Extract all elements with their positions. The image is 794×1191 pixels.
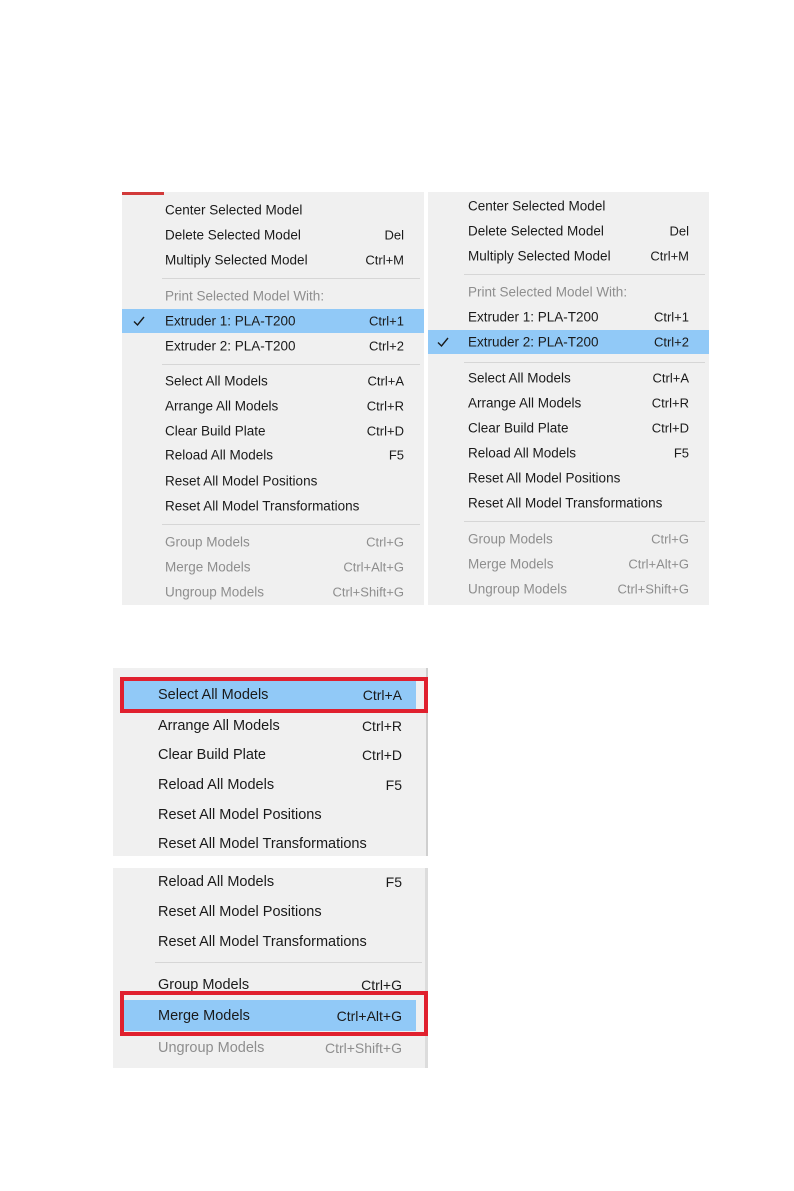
- menu-item-label: Reset All Model Transformations: [158, 934, 367, 950]
- menu-item-label: Group Models: [158, 977, 250, 993]
- menu-item-label: Extruder 1: PLA-T200: [165, 313, 296, 329]
- menu-item-shortcut: Ctrl+G: [651, 531, 689, 547]
- menu-item-ungroup-models[interactable]: [122, 580, 424, 604]
- menu-item-label: Reset All Model Transformations: [165, 498, 360, 514]
- menu-item-shortcut: Ctrl+Alt+G: [628, 556, 689, 572]
- menu-item-label: Reload All Models: [158, 777, 275, 793]
- menu-item-extruder-1[interactable]: [428, 305, 709, 329]
- menu-item-reload-all-models[interactable]: [113, 771, 428, 799]
- menu-item-label: Multiply Selected Model: [468, 248, 611, 264]
- menu-item-multiply-selected-model[interactable]: [428, 244, 709, 268]
- context-menu-extruder-1: [122, 192, 424, 605]
- menu-section-header: [122, 284, 424, 308]
- menu-item-merge-models[interactable]: [122, 555, 424, 579]
- menu-item-ungroup-models[interactable]: [428, 577, 709, 601]
- menu-item-shortcut: Ctrl+D: [361, 747, 402, 763]
- context-menu-merge-callout: [113, 868, 428, 1068]
- menu-item-label: Select All Models: [158, 687, 269, 703]
- menu-item-shortcut: Ctrl+A: [362, 687, 402, 703]
- menu-item-label: Arrange All Models: [468, 395, 582, 411]
- menu-item-group-models[interactable]: [428, 527, 709, 551]
- menu-separator: [162, 524, 420, 525]
- menu-item-label: Ungroup Models: [468, 581, 568, 597]
- menu-item-clear-build-plate[interactable]: [113, 741, 428, 769]
- menu-item-label: Group Models: [165, 534, 250, 550]
- menu-item-delete-selected-model[interactable]: [122, 223, 424, 247]
- menu-item-group-models[interactable]: [122, 530, 424, 554]
- menu-item-label: Arrange All Models: [158, 718, 280, 734]
- context-menu-extruder-2: [428, 192, 709, 605]
- menu-item-shortcut: Ctrl+A: [367, 373, 404, 389]
- menu-item-reset-all-model-transformations[interactable]: [113, 928, 428, 956]
- section-header-label: Print Selected Model With:: [165, 288, 325, 304]
- window-edge-accent: [122, 192, 164, 195]
- menu-item-label: Multiply Selected Model: [165, 252, 308, 268]
- menu-item-label: Reload All Models: [165, 447, 274, 463]
- menu-item-label: Group Models: [468, 531, 553, 547]
- menu-item-reset-all-model-positions[interactable]: [113, 801, 428, 829]
- menu-item-shortcut: Ctrl+G: [361, 977, 402, 993]
- menu-item-label: Clear Build Plate: [158, 747, 266, 763]
- menu-item-label: Merge Models: [468, 556, 554, 572]
- menu-item-shortcut: Ctrl+D: [651, 420, 689, 436]
- menu-item-label: Ungroup Models: [165, 584, 265, 600]
- menu-item-label: Ungroup Models: [158, 1040, 265, 1056]
- menu-item-multiply-selected-model[interactable]: [122, 248, 424, 272]
- menu-item-reset-all-model-transformations[interactable]: [428, 491, 709, 515]
- menu-item-extruder-2[interactable]: [122, 334, 424, 358]
- menu-item-arrange-all-models[interactable]: [113, 712, 428, 740]
- menu-item-shortcut: F5: [673, 445, 689, 461]
- menu-section-header: [428, 280, 709, 304]
- highlight-callout-box: [120, 677, 428, 713]
- menu-item-label: Reset All Model Positions: [158, 807, 322, 823]
- menu-item-label: Clear Build Plate: [165, 423, 266, 439]
- menu-item-shortcut: Ctrl+D: [366, 423, 404, 439]
- menu-item-shortcut: Ctrl+M: [365, 252, 404, 268]
- menu-item-label: Reset All Model Positions: [468, 470, 621, 486]
- menu-item-extruder-2[interactable]: [428, 330, 709, 354]
- menu-item-label: Merge Models: [158, 1007, 250, 1024]
- menu-item-reset-all-model-positions[interactable]: [113, 898, 428, 926]
- menu-item-label: Reload All Models: [468, 445, 577, 461]
- menu-item-shortcut: Ctrl+1: [368, 313, 404, 329]
- menu-item-shortcut: Del: [384, 227, 404, 243]
- menu-item-reset-all-model-transformations[interactable]: [122, 494, 424, 518]
- menu-item-shortcut: F5: [385, 777, 402, 793]
- menu-item-reload-all-models[interactable]: [428, 441, 709, 465]
- menu-separator: [162, 278, 420, 279]
- checkmark-icon: [436, 335, 450, 349]
- menu-item-label: Delete Selected Model: [165, 227, 301, 243]
- menu-item-label: Delete Selected Model: [468, 223, 604, 239]
- menu-item-shortcut: Ctrl+2: [653, 334, 689, 350]
- menu-separator: [464, 274, 705, 275]
- menu-item-shortcut: Ctrl+Shift+G: [617, 581, 689, 597]
- checkmark-icon: [132, 314, 146, 328]
- menu-separator: [155, 962, 422, 963]
- menu-item-extruder-1[interactable]: [122, 309, 424, 333]
- menu-item-label: Extruder 2: PLA-T200: [468, 334, 599, 350]
- menu-item-shortcut: F5: [385, 874, 402, 890]
- menu-item-shortcut: Ctrl+G: [366, 534, 404, 550]
- menu-item-shortcut: Ctrl+M: [650, 248, 689, 264]
- menu-item-reset-all-model-positions[interactable]: [428, 466, 709, 490]
- menu-item-label: Extruder 2: PLA-T200: [165, 338, 296, 354]
- highlight-callout-box: [120, 991, 428, 1036]
- menu-item-ungroup-models[interactable]: [113, 1034, 428, 1062]
- menu-separator: [464, 362, 705, 363]
- menu-item-label: Select All Models: [468, 370, 571, 386]
- menu-item-reset-all-model-transformations[interactable]: [113, 831, 428, 857]
- menu-item-shortcut: Ctrl+A: [652, 370, 689, 386]
- menu-item-label: Center Selected Model: [165, 202, 303, 218]
- menu-item-center-selected-model[interactable]: [428, 194, 709, 218]
- menu-item-shortcut: Ctrl+R: [651, 395, 689, 411]
- menu-item-select-all-models[interactable]: [122, 369, 424, 393]
- menu-item-shortcut: Ctrl+R: [366, 398, 404, 414]
- menu-item-shortcut: Ctrl+2: [368, 338, 404, 354]
- menu-item-arrange-all-models[interactable]: [428, 391, 709, 415]
- menu-item-delete-selected-model[interactable]: [428, 219, 709, 243]
- menu-item-label: Reset All Model Positions: [158, 904, 322, 920]
- menu-item-shortcut: Ctrl+Alt+G: [343, 559, 404, 575]
- menu-item-label: Select All Models: [165, 373, 268, 389]
- menu-item-label: Arrange All Models: [165, 398, 279, 414]
- menu-item-label: Center Selected Model: [468, 198, 606, 214]
- section-header-label: Print Selected Model With:: [468, 284, 628, 300]
- menu-item-center-selected-model[interactable]: [122, 198, 424, 222]
- menu-item-reset-all-model-positions[interactable]: [122, 469, 424, 493]
- menu-item-shortcut: Ctrl+R: [361, 718, 402, 734]
- menu-item-label: Clear Build Plate: [468, 420, 569, 436]
- menu-item-arrange-all-models[interactable]: [122, 394, 424, 418]
- menu-item-shortcut: Ctrl+Shift+G: [332, 584, 404, 600]
- menu-item-clear-build-plate[interactable]: [428, 416, 709, 440]
- menu-item-shortcut: F5: [388, 447, 404, 463]
- menu-item-select-all-models[interactable]: [428, 366, 709, 390]
- menu-item-reload-all-models[interactable]: [113, 868, 428, 896]
- menu-separator: [464, 521, 705, 522]
- menu-item-label: Reset All Model Transformations: [468, 495, 663, 511]
- menu-item-label: Reset All Model Transformations: [158, 836, 367, 852]
- menu-item-shortcut: Ctrl+1: [653, 309, 689, 325]
- menu-item-reload-all-models[interactable]: [122, 443, 424, 467]
- menu-item-label: Reload All Models: [158, 874, 275, 890]
- menu-item-shortcut: Ctrl+Shift+G: [324, 1040, 402, 1056]
- menu-item-label: Merge Models: [165, 559, 251, 575]
- menu-item-shortcut: Del: [669, 223, 689, 239]
- menu-separator: [162, 364, 420, 365]
- menu-item-shortcut: Ctrl+Alt+G: [336, 1007, 402, 1024]
- menu-item-merge-models[interactable]: [428, 552, 709, 576]
- context-menu-select-all-callout: [113, 668, 428, 856]
- menu-item-label: Extruder 1: PLA-T200: [468, 309, 599, 325]
- menu-item-label: Reset All Model Positions: [165, 473, 318, 489]
- menu-item-clear-build-plate[interactable]: [122, 419, 424, 443]
